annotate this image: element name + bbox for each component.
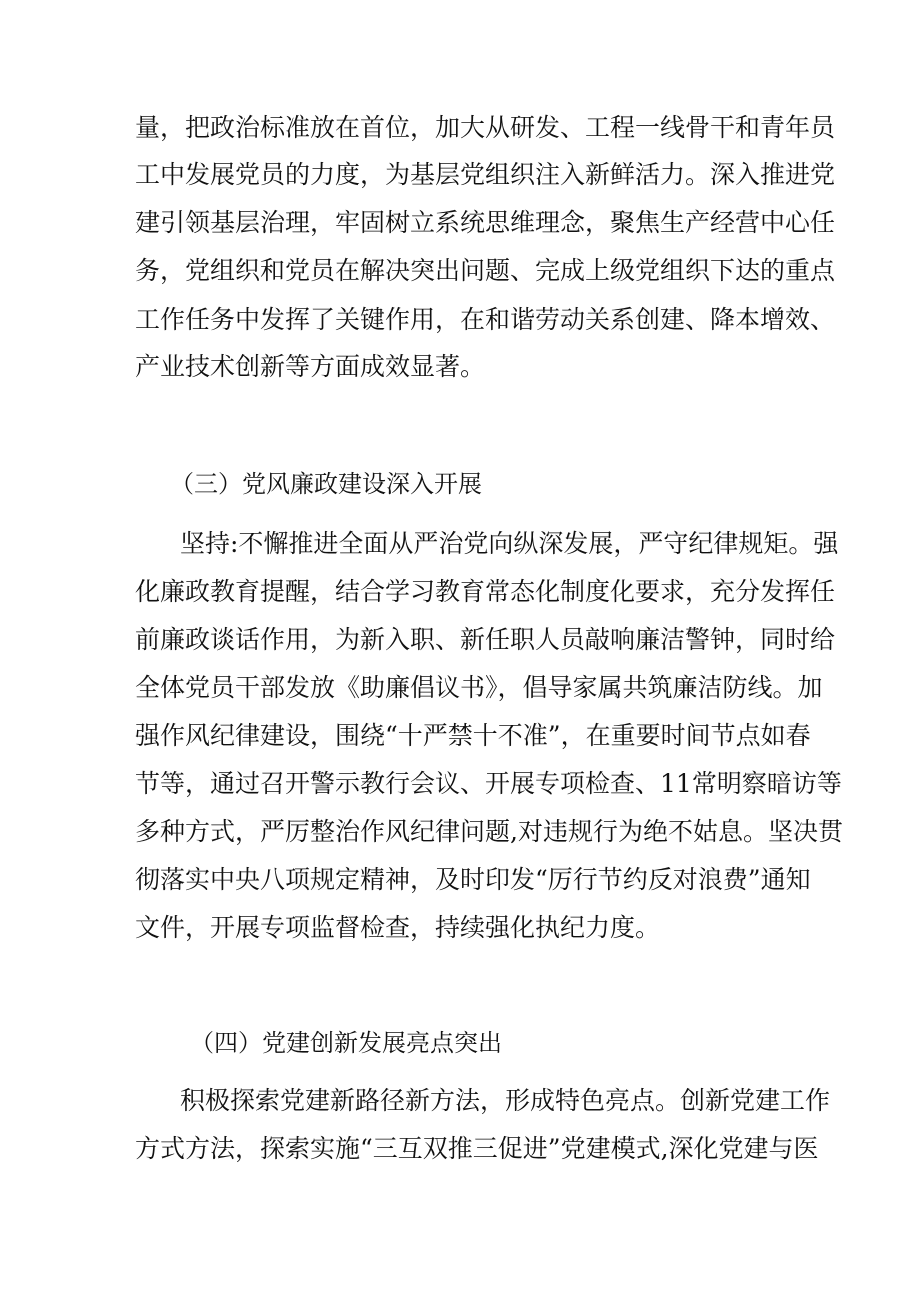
section-heading-3: （三）党风廉政建设深入开展 [170, 470, 482, 498]
section-heading-4: （四）党建创新发展亮点突出 [190, 1029, 502, 1057]
text-line: 务，党组织和党员在解决突出问题、完成上级党组织下达的重点 [135, 256, 836, 285]
text-line: 工中发展党员的力度，为基层党组织注入新鲜活力。深入推进党 [135, 160, 836, 189]
text-line: 坚持:不懈推进全面从严治党向纵深发展，严守纪律规矩。强 [180, 529, 839, 558]
text-line: 全体党员干部发放《助廉倡议书》，倡导家属共筑廉洁防线。加 [135, 673, 823, 702]
text-line: 工作任务中发挥了关键作用，在和谐劳动关系创建、降本增效、 [135, 305, 836, 334]
text-line: 文件，开展专项监督检查，持续强化执纪力度。 [135, 913, 661, 942]
text-line: 强作风纪律建设，围绕“十严禁十不准”，在重要时间节点如春 [135, 721, 811, 750]
text-line: 方式方法，探索实施“三互双推三促进”党建模式,深化党建与医 [135, 1134, 819, 1163]
text-line: 节等，通过召开警示教行会议、开展专项检查、11常明察暗访等 [135, 769, 842, 798]
text-line: 前廉政谈话作用，为新入职、新任职人员敲响廉洁警钟，同时给 [135, 625, 836, 654]
text-line: 量，把政治标准放在首位，加大从研发、工程一线骨干和青年员 [135, 113, 836, 142]
text-line: 多种方式，严厉整治作风纪律问题,对违规行为绝不姑息。坚决贯 [135, 817, 843, 846]
text-line: 产业技术创新等方面成效显著。 [135, 352, 486, 381]
text-line: 化廉政教育提醒，结合学习教育常态化制度化要求，充分发挥任 [135, 577, 836, 606]
text-line: 彻落实中央八项规定精神，及时印发“厉行节约反对浪费”通知 [135, 865, 811, 894]
text-line: 积极探索党建新路径新方法，形成特色亮点。创新党建工作 [180, 1086, 831, 1115]
text-line: 建引领基层治理，牢固树立系统思维理念，聚焦生产经营中心任 [135, 208, 836, 237]
